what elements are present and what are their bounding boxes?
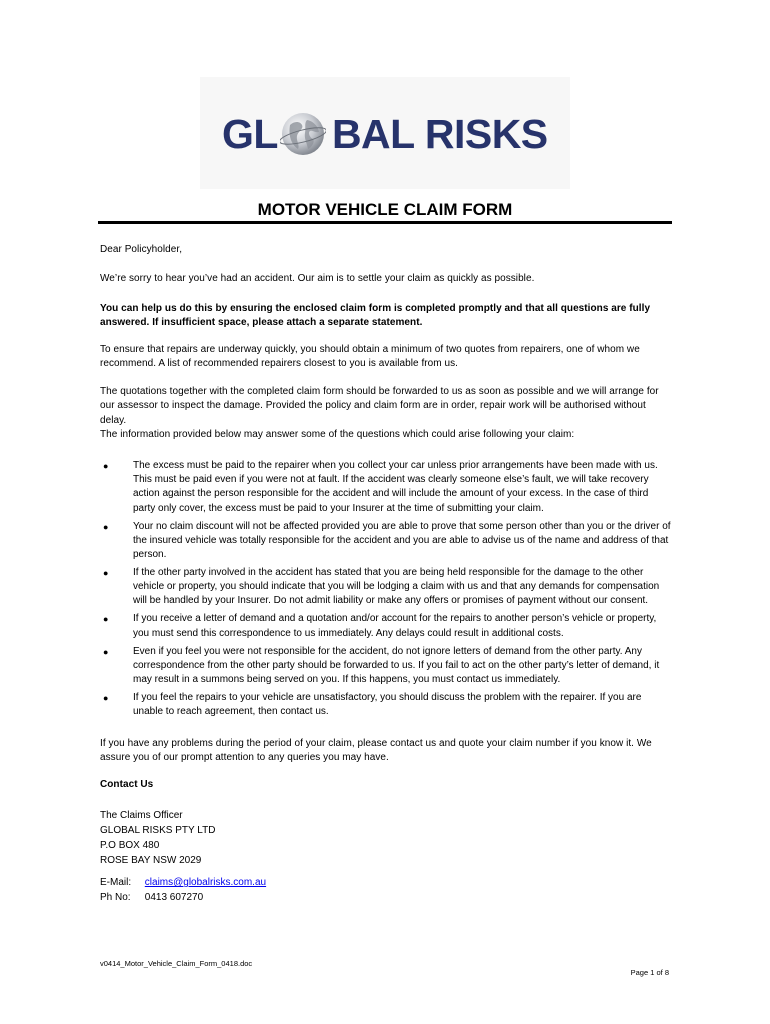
- contact-line: GLOBAL RISKS PTY LTD: [100, 825, 216, 836]
- problems-paragraph: If you have any problems during the period of your claim, please contact us and quote your claim number if you know it. We assure you of our prompt attention to any queries you may have.: [100, 738, 652, 764]
- contact-line: P.O BOX 480: [100, 840, 160, 851]
- bullet-icon: ●: [103, 461, 109, 471]
- information-intro: The information provided below may answer some of the questions which could arise following your claim:: [100, 429, 575, 440]
- repairs-paragraph: To ensure that repairs are underway quickly, you should obtain a minimum of two quotes from repairers, one of whom we recommend. A list of recommended repairers closest to you is available from us.: [100, 344, 640, 370]
- footer-filename: v0414_Motor_Vehicle_Claim_Form_0418.doc: [100, 959, 253, 968]
- list-item: ● If you feel the repairs to your vehicle are unsatisfactory, you should discuss the problem with the repairer. If you are unable to reach agreement, then contact us.: [103, 692, 642, 718]
- email-link[interactable]: claims@globalrisks.com.au: [144, 877, 267, 888]
- logo-text-left: GL: [222, 110, 278, 157]
- bullet-icon: ●: [103, 568, 109, 579]
- list-item: ● If the other party involved in the accident has stated that you are being held responsible for the damage to the other vehicle or property, you should indicate that you will be lodging a claim with us and that any demands for compensation will be handled by your Insurer. Do not admit liability or make any offers or promises of payment without our consent.: [103, 567, 660, 607]
- global-risks-logo: [222, 108, 548, 160]
- page-title: MOTOR VEHICLE CLAIM FORM: [257, 200, 513, 219]
- list-item: ● If you receive a letter of demand and a quotation and/or account for the repairs to another person’s vehicle or property, you must send this correspondence to us immediately. Any delays could result in additional costs.: [103, 613, 657, 639]
- bullet-icon: ●: [103, 693, 109, 704]
- title-divider: [98, 221, 672, 224]
- phone-label: Ph No:: [100, 892, 131, 903]
- list-item: ● Even if you feel you were not responsible for the accident, do not ignore letters of demand from the other party. Any correspondence from the other party should be forwarded to us. If you fail to act on the other party’s letter of demand, it may result in a summons being served on you. If this happens, you must contact us immediately.: [103, 645, 660, 686]
- list-item: ● Your no claim discount will not be affected provided you are able to prove that some person other than you or the driver of the insured vehicle was totally responsible for the accident and you are able to advise us of the name and address of that person.: [103, 520, 671, 561]
- email-label: E-Mail:: [100, 877, 132, 888]
- list-item: ● The excess must be paid to the repairer when you collect your car unless prior arrangements have been made with us. This must be paid even if you were not at fault. If the accident was clearly someone else’s fault, we will take recovery action against the person responsible for the accident and will include the amount of your excess. In the case of third party only cover, the excess must be paid to your Insurer at the time of submitting your claim.: [103, 460, 658, 514]
- quotations-paragraph: The quotations together with the completed claim form should be forwarded to us as soon as possible and we will arrange for our assessor to inspect the damage. Provided the policy and claim form are in order, repair work will be authorised without delay.: [100, 386, 659, 426]
- contact-address: [100, 808, 215, 868]
- greeting: Dear Policyholder,: [100, 244, 183, 255]
- bold-notice: You can help us do this by ensuring the enclosed claim form is completed promptly and that all questions are fully answered. If insufficient space, please attach a separate statement.: [100, 303, 651, 329]
- contact-details: [100, 875, 266, 905]
- page-number: Page 1 of 8: [630, 968, 669, 977]
- bullet-icon: ●: [103, 614, 109, 625]
- globe-icon: [280, 111, 326, 157]
- contact-line: ROSE BAY NSW 2029: [100, 855, 202, 866]
- intro-paragraph: We’re sorry to hear you’ve had an accident. Our aim is to settle your claim as quickly as possible.: [100, 273, 535, 284]
- logo-text-right: BAL RISKS: [331, 110, 548, 157]
- bullet-icon: ●: [103, 646, 109, 657]
- contact-line: The Claims Officer: [100, 810, 183, 821]
- contact-heading: Contact Us: [100, 779, 154, 790]
- information-list: [100, 459, 672, 723]
- bullet-icon: ●: [103, 521, 109, 532]
- phone-number: 0413 607270: [144, 892, 204, 903]
